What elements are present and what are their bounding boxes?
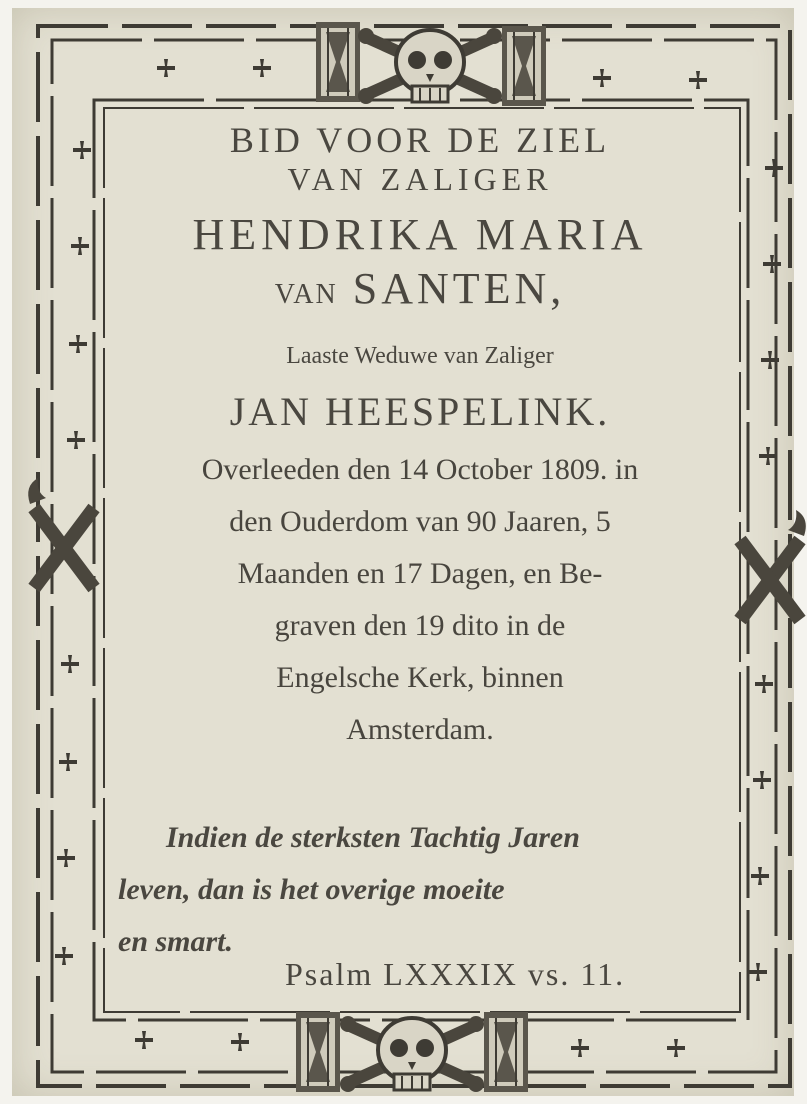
card-text [110, 120, 730, 756]
skull-crossbones-icon [358, 28, 502, 104]
verse-line: leven, dan is het overige moeite [118, 873, 505, 906]
hourglass-icon [502, 26, 546, 106]
death-line: Overleeden den 14 October 1809. in [201, 453, 639, 486]
husband-name: JAN HEESPELINK. [229, 389, 611, 434]
hourglass-icon [316, 22, 360, 102]
bottom-ornament [296, 1012, 528, 1092]
hourglass-icon [296, 1012, 340, 1092]
verse-line: en smart. [118, 925, 234, 958]
bible-verse [118, 812, 718, 968]
crossed-torches-icon [740, 510, 806, 620]
death-line: graven den 19 dito in de [274, 609, 566, 642]
skull-crossbones-icon [340, 1016, 484, 1092]
death-line: Maanden en 17 Dagen, en Be- [237, 557, 603, 590]
name-prefix: VAN [274, 279, 338, 310]
heading-line-2: VAN ZALIGER [287, 161, 553, 197]
surname: SANTEN, [352, 264, 566, 313]
widow-line: Laaste Weduwe van Zaliger [286, 343, 554, 369]
death-line: Engelsche Kerk, binnen [276, 661, 564, 694]
psalm-reference: Psalm LXXXIX vs. 11. [285, 956, 626, 992]
death-details [110, 444, 730, 756]
hourglass-icon [484, 1012, 528, 1092]
death-line: den Ouderdom van 90 Jaaren, 5 [229, 505, 611, 538]
heading-line-1: BID VOOR DE ZIEL [229, 120, 611, 160]
top-ornament [316, 22, 546, 106]
death-line: Amsterdam. [346, 713, 494, 746]
deceased-name-line-2 [110, 264, 730, 320]
verse-line: Indien de sterksten Tachtig Jaren [166, 821, 580, 854]
deceased-name-line-1: HENDRIKA MARIA [192, 210, 648, 259]
